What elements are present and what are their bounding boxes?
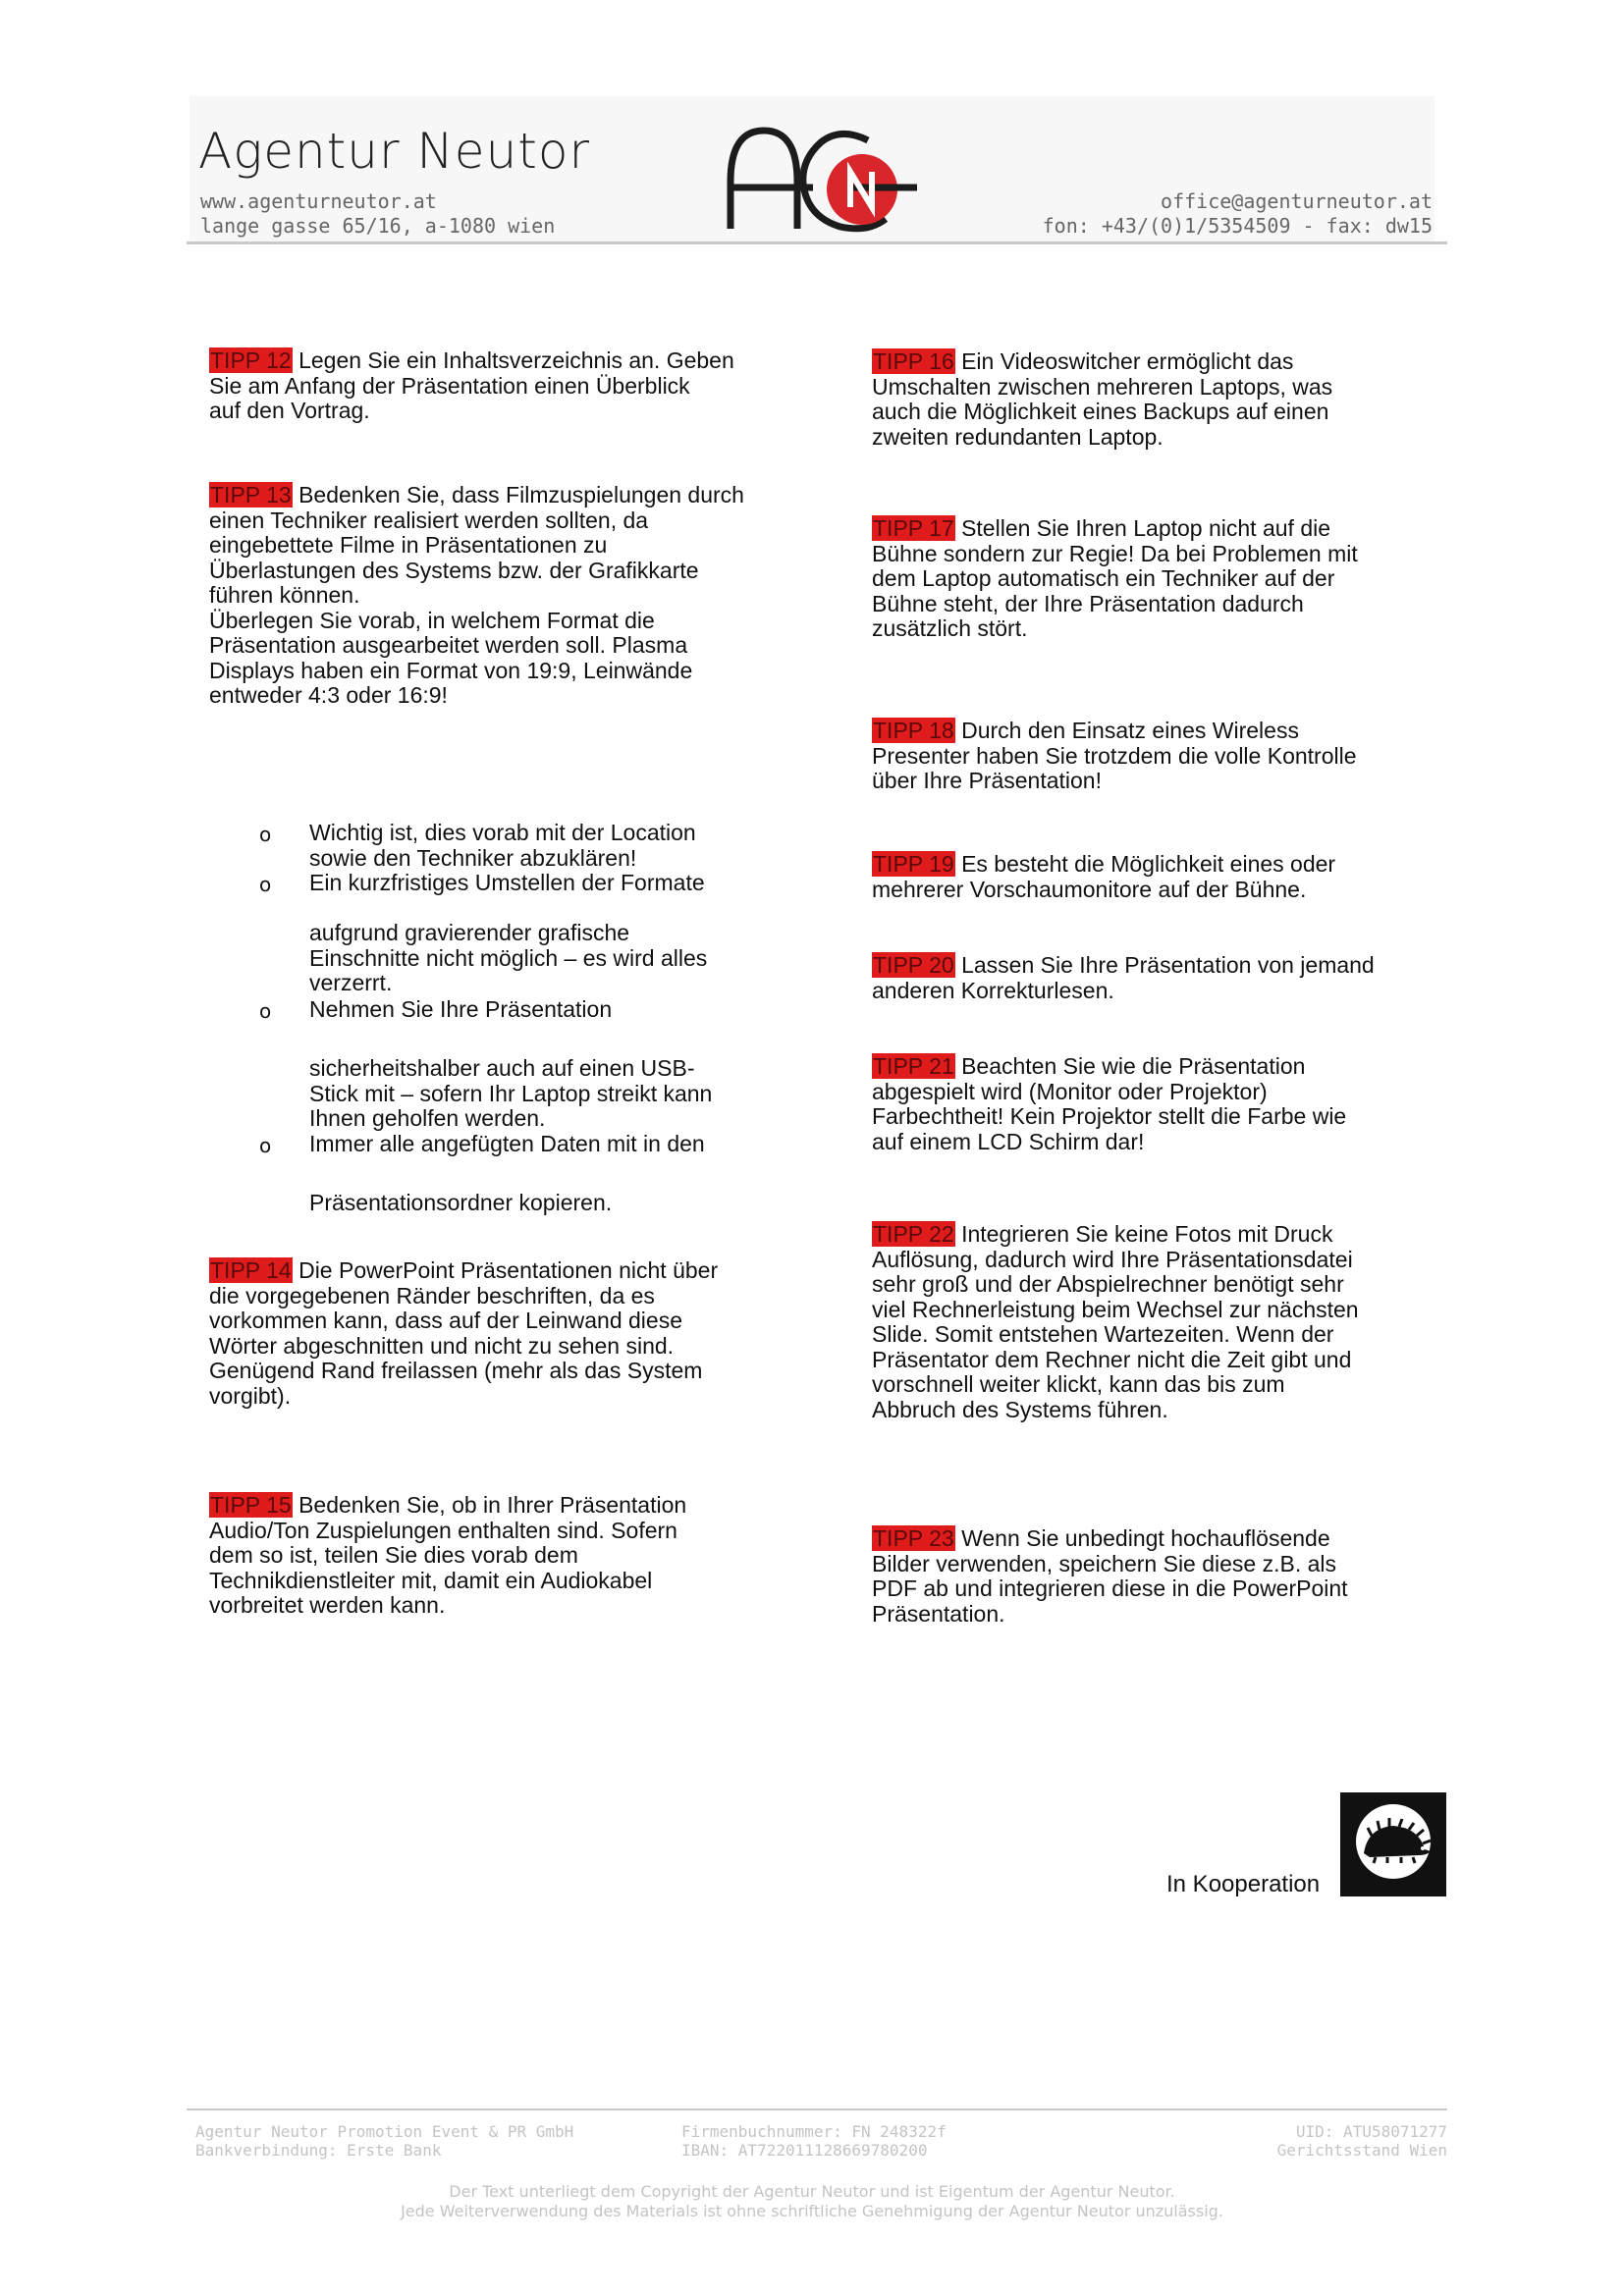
agn-logo-icon: [723, 123, 925, 236]
header-divider: [187, 241, 1447, 244]
phone-text: fon: +43/(0)1/5354509 - fax: dw15: [1042, 214, 1433, 238]
tip-tag: TIPP 19: [873, 851, 954, 877]
tip-12: TIPP 12 Legen Sie ein Inhaltsverzeichnis an. Geben Sie am Anfang der Präsentation einen Überblick auf den Vortrag.: [209, 347, 734, 423]
footer-divider: [187, 2109, 1447, 2110]
tip-13: TIPP 13 Bedenken Sie, dass Filmzuspielungen durch einen Techniker realisiert werden sollten, da eingebettete Filme in Präsentationen zu Überlastungen des Systems bzw. der Grafikkarte führen können. Überlegen Sie vorab, in welchem Format die Präsentation ausgearbeitet werden soll. Plasma Displays haben ein Format von 19:9, Leinwände entweder 4:3 oder 16:9!: [209, 482, 744, 708]
contact-left: [200, 189, 555, 239]
bullet-item-continued: aufgrund gravierender grafische Einschnitte nicht möglich – es wird alles verzerrt.: [309, 920, 708, 995]
tip-tag: TIPP 16: [873, 348, 954, 374]
tip-tag: TIPP 20: [873, 952, 954, 978]
copyright-note: Der Text unterliegt dem Copyright der Agentur Neutor und ist Eigentum der Agentur Neutor. Jede Weiterverwendung des Materials ist ohne schriftliche Genehmigung der Agentur Neutor unzulässig.: [401, 2182, 1223, 2220]
tip-tag: TIPP 17: [873, 515, 954, 541]
website-text: www.agenturneutor.at: [200, 189, 437, 213]
tip-14: TIPP 14 Die PowerPoint Präsentationen nicht über die vorgegebenen Ränder beschriften, da es vorkommen kann, dass auf der Leinwand diese Wörter abgeschnitten und nicht zu sehen sind. Genügend Rand freilassen (mehr als das System vorgibt).: [209, 1257, 719, 1409]
tip-19: TIPP 19 Es besteht die Möglichkeit eines oder mehrerer Vorschaumonitore auf der Bühne.: [872, 851, 1336, 902]
tip-tag: TIPP 21: [873, 1053, 954, 1079]
tip-tag: TIPP 13: [210, 482, 292, 507]
tip-23: TIPP 23 Wenn Sie unbedingt hochauflösende Bilder verwenden, speichern Sie diese z.B. als PDF ab und integrieren diese in die PowerPoint Präsentation.: [872, 1525, 1348, 1627]
tip-15: TIPP 15 Bedenken Sie, ob in Ihrer Präsentation Audio/Ton Zuspielungen enthalten sind. Sofern dem so ist, teilen Sie dies vorab dem Technikdienstleiter mit, damit ein Audiokabel vorbreitet werden kann.: [209, 1492, 687, 1618]
tip-21: TIPP 21 Beachten Sie wie die Präsentation abgespielt wird (Monitor oder Projektor) Farbechtheit! Kein Projektor stellt die Farbe wie auf einem LCD Schirm dar!: [872, 1053, 1347, 1154]
tip-22: TIPP 22 Integrieren Sie keine Fotos mit Druck Auflösung, dadurch wird Ihre Präsentationsdatei sehr groß und der Abspielrechner benötigt sehr viel Rechnerleistung beim Wechsel zur nächsten Slide. Somit entstehen Wartezeiten. Wenn der Präsentator dem Rechner nicht die Zeit gibt und vorschnell weiter klickt, kann das bis zum Abbruch des Systems führen.: [872, 1221, 1359, 1422]
tip-16: TIPP 16 Ein Videoswitcher ermöglicht das Umschalten zwischen mehreren Laptops, was auch die Möglichkeit eines Backups auf einen zweiten redundanten Laptop.: [872, 348, 1333, 450]
tip-tag: TIPP 23: [873, 1525, 954, 1551]
footer-registry-info: Firmenbuchnummer: FN 248322f IBAN: AT722011128669780200: [681, 2122, 947, 2160]
contact-right: [1043, 189, 1433, 239]
bullet-item-continued: Präsentationsordner kopieren.: [309, 1190, 613, 1215]
bullet-item: Ein kurzfristiges Umstellen der Formate: [309, 870, 705, 895]
tip-tag: TIPP 22: [873, 1221, 954, 1247]
bullet-item: Nehmen Sie Ihre Präsentation: [309, 996, 613, 1022]
tip-tag: TIPP 14: [210, 1257, 292, 1283]
footer-company-info: Agentur Neutor Promotion Event & PR GmbH Bankverbindung: Erste Bank: [195, 2122, 574, 2160]
bullet-marker: o: [259, 873, 272, 896]
tip-tag: TIPP 15: [210, 1492, 292, 1518]
address-text: lange gasse 65/16, a-1080 wien: [200, 214, 556, 238]
bullet-item: Immer alle angefügten Daten mit in den: [309, 1131, 705, 1156]
bullet-marker: o: [259, 823, 272, 846]
hedgehog-logo-icon: [1340, 1792, 1446, 1896]
tip-18: TIPP 18 Durch den Einsatz eines Wireless Presenter haben Sie trotzdem die volle Kontrolle über Ihre Präsentation!: [872, 718, 1357, 793]
tip-tag: TIPP 12: [210, 347, 292, 373]
tip-20: TIPP 20 Lassen Sie Ihre Präsentation von jemand anderen Korrekturlesen.: [872, 952, 1375, 1003]
bullet-item: Wichtig ist, dies vorab mit der Location sowie den Techniker abzuklären!: [309, 820, 696, 871]
bullet-item-continued: sicherheitshalber auch auf einen USB- Stick mit – sofern Ihr Laptop streikt kann Ihnen geholfen werden.: [309, 1055, 713, 1131]
tip-tag: TIPP 18: [873, 718, 954, 743]
bullet-marker: o: [259, 999, 272, 1023]
tip-17: TIPP 17 Stellen Sie Ihren Laptop nicht auf die Bühne sondern zur Regie! Da bei Problemen mit dem Laptop automatisch ein Techniker auf der Bühne steht, der Ihre Präsentation dadurch zusätzlich stört.: [872, 515, 1358, 641]
bullet-marker: o: [259, 1134, 272, 1157]
cooperation-label: In Kooperation: [1166, 1871, 1321, 1897]
brand-name: Agentur Neutor: [198, 123, 591, 180]
footer-tax-info: UID: ATU58071277 Gerichtsstand Wien: [1276, 2122, 1447, 2160]
email-text: office@agenturneutor.at: [1161, 189, 1433, 213]
